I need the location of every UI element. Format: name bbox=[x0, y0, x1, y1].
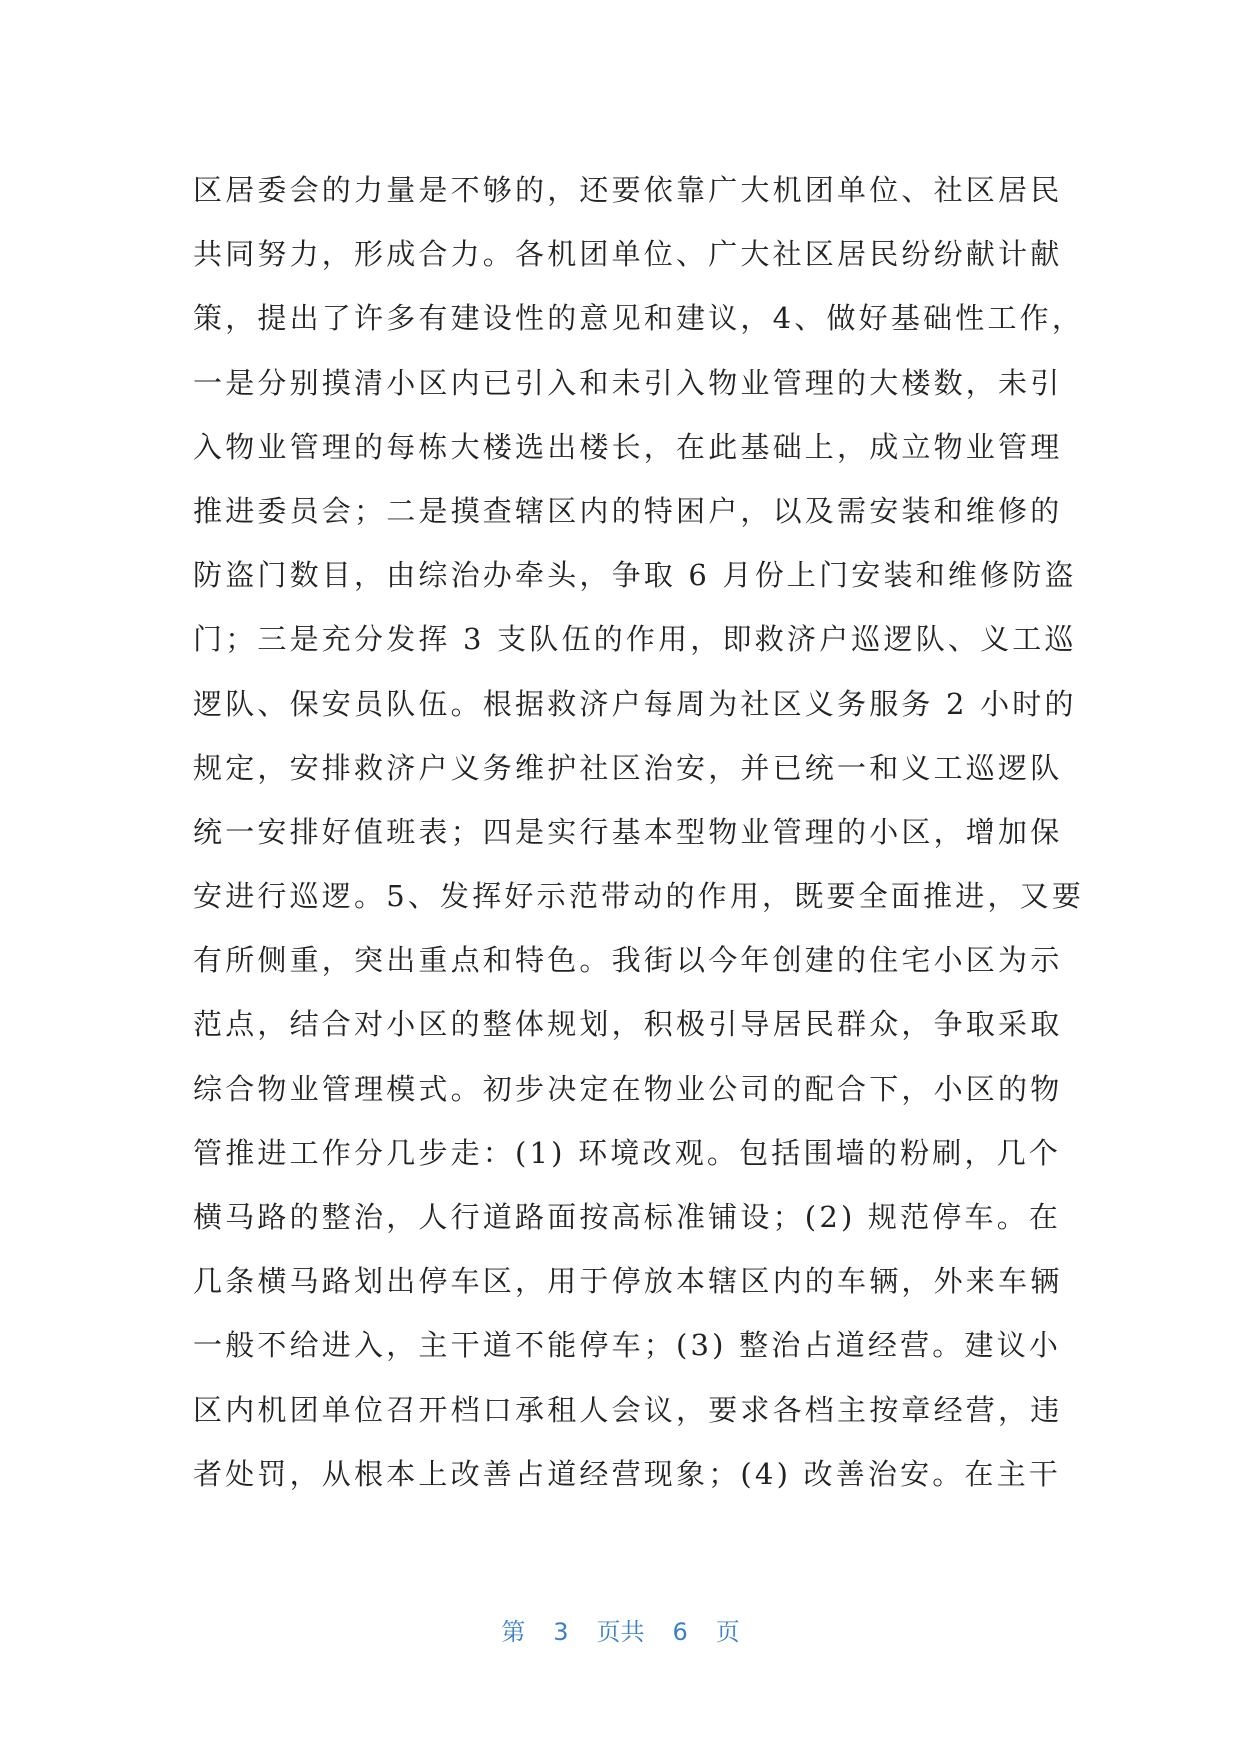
text-line: 统一安排好值班表；四是实行基本型物业管理的小区，增加保 bbox=[193, 814, 1063, 849]
text-line: 推进委员会；二是摸查辖区内的特困户，以及需安装和维修的 bbox=[193, 493, 1063, 528]
text-line: 逻队、保安员队伍。根据救济户每周为社区义务服务 2 小时的 bbox=[193, 686, 1077, 721]
footer-prefix: 第 bbox=[501, 1618, 526, 1646]
footer-suffix: 页 bbox=[715, 1618, 740, 1646]
text-line: 范点，结合对小区的整体规划，积极引导居民群众，争取采取 bbox=[193, 1007, 1063, 1042]
current-page-number: 3 bbox=[553, 1618, 569, 1646]
body-text bbox=[193, 158, 1085, 1506]
text-line: 门；三是充分发挥 3 支队伍的作用，即救济户巡逻队、义工巡 bbox=[193, 622, 1077, 657]
text-line: 横马路的整治，人行道路面按高标准铺设；(2) 规范停车。在 bbox=[193, 1200, 1062, 1234]
text-line: 入物业管理的每栋大楼选出楼长，在此基础上，成立物业管理 bbox=[193, 429, 1063, 464]
text-line: 共同努力，形成合力。各机团单位、广大社区居民纷纷献计献 bbox=[193, 237, 1063, 272]
text-line: 者处罚，从根本上改善占道经营现象；(4) 改善治安。在主干 bbox=[193, 1456, 1062, 1491]
text-line: 综合物业管理模式。初步决定在物业公司的配合下，小区的物 bbox=[193, 1071, 1063, 1106]
text-line: 一般不给进入，主干道不能停车；(3) 整治占道经营。建议小 bbox=[193, 1328, 1062, 1363]
text-line: 安进行巡逻。5、发挥好示范带动的作用，既要全面推进，又要 bbox=[193, 879, 1085, 914]
footer-middle: 页共 bbox=[596, 1618, 645, 1646]
text-line: 区内机团单位召开档口承租人会议，要求各档主按章经营，违 bbox=[193, 1392, 1063, 1427]
text-line: 区居委会的力量是不够的，还要依靠广大机团单位、社区居民 bbox=[193, 173, 1063, 207]
text-line: 管推进工作分几步走：(1) 环境改观。包括围墙的粉刷，几个 bbox=[193, 1135, 1062, 1170]
text-line: 规定，安排救济户义务维护社区治安，并已统一和义工巡逻队 bbox=[193, 750, 1063, 785]
text-line: 一是分别摸清小区内已引入和未引入物业管理的大楼数，未引 bbox=[193, 365, 1063, 400]
page-footer bbox=[0, 1612, 1241, 1647]
total-pages-number: 6 bbox=[672, 1618, 688, 1646]
text-line: 防盗门数目，由综治办牵头，争取 6 月份上门安装和维修防盗 bbox=[193, 558, 1077, 593]
text-line: 策，提出了许多有建设性的意见和建议，4、做好基础性工作， bbox=[193, 301, 1085, 336]
text-line: 几条横马路划出停车区，用于停放本辖区内的车辆，外来车辆 bbox=[193, 1264, 1063, 1299]
text-line: 有所侧重，突出重点和特色。我街以今年创建的住宅小区为示 bbox=[193, 943, 1063, 978]
